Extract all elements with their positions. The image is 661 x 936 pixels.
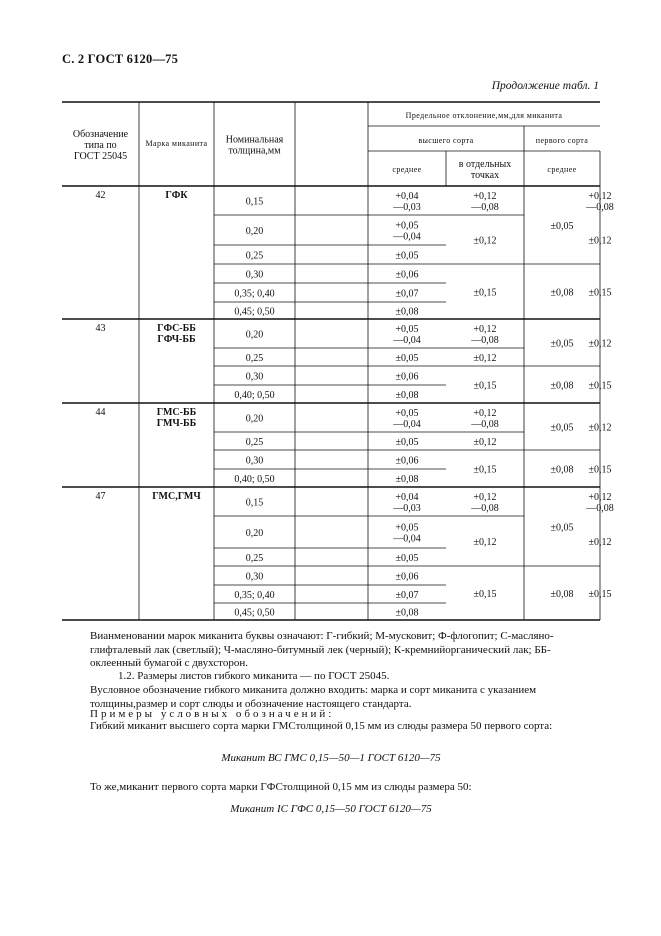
high-grade-points: ±0,12 bbox=[473, 537, 497, 548]
high-grade-avg: —0,04 bbox=[393, 533, 421, 545]
examples-title: Примеры условных обозначений: bbox=[90, 708, 335, 720]
high-grade-avg: +0,04 bbox=[395, 492, 419, 503]
header-type: типа по bbox=[84, 140, 117, 151]
high-grade-avg: ±0,07 bbox=[395, 288, 419, 300]
first-grade-avg: ±0,08 bbox=[550, 589, 574, 600]
first-grade-points: ±0,12 bbox=[588, 422, 612, 434]
type-code: 42 bbox=[95, 190, 106, 201]
first-grade-avg: ±0,05 bbox=[550, 522, 574, 534]
high-grade-points: +0,12 bbox=[473, 191, 497, 202]
high-grade-avg: ±0,05 bbox=[395, 250, 419, 262]
header-thickness: толщина,мм bbox=[228, 145, 281, 157]
first-grade-points: ±0,12 bbox=[588, 537, 612, 548]
nominal-thickness: 0,35; 0,40 bbox=[234, 590, 275, 601]
first-grade-avg: ±0,08 bbox=[550, 380, 574, 392]
high-grade-avg: ±0,05 bbox=[395, 437, 419, 448]
page-header: С. 2 ГОСТ 6120—75 bbox=[62, 52, 179, 66]
first-grade-points: ±0,15 bbox=[588, 589, 612, 600]
nominal-thickness: 0,30 bbox=[245, 455, 264, 467]
high-grade-points: ±0,12 bbox=[473, 235, 497, 247]
high-grade-avg: —0,03 bbox=[393, 503, 421, 514]
nominal-thickness: 0,20 bbox=[245, 329, 264, 341]
header-high-points: в отдельных bbox=[458, 159, 512, 170]
high-grade-points: —0,08 bbox=[471, 202, 499, 213]
example-1: Гибкий миканит высшего сорта марки ГМСтолщиной 0,15 мм из слюды размера 50 первого сорта: bbox=[90, 720, 553, 732]
high-grade-avg: ±0,07 bbox=[395, 590, 419, 601]
high-grade-avg: +0,05 bbox=[395, 324, 419, 335]
example-1-formula: Миканит ВС ГМС 0,15—50—1 ГОСТ 6120—75 bbox=[221, 752, 441, 764]
type-code: 47 bbox=[95, 491, 106, 502]
high-grade-avg: —0,03 bbox=[393, 202, 421, 213]
high-grade-avg: ±0,08 bbox=[395, 306, 419, 318]
high-grade-avg: ±0,06 bbox=[395, 571, 419, 583]
first-grade-points: +0,12 bbox=[588, 191, 612, 202]
first-grade-points: ±0,15 bbox=[588, 287, 612, 299]
high-grade-points: ±0,15 bbox=[473, 287, 497, 299]
nominal-thickness: 0,25 bbox=[245, 353, 264, 364]
type-code: 43 bbox=[95, 323, 106, 334]
high-grade-avg: ±0,06 bbox=[395, 269, 419, 281]
first-grade-points: +0,12 bbox=[588, 492, 612, 503]
mica-mark: ГФС-ББ bbox=[157, 323, 196, 334]
first-grade-points: ±0,15 bbox=[588, 380, 612, 392]
high-grade-points: —0,08 bbox=[471, 419, 499, 430]
mica-mark: ГМС,ГМЧ bbox=[152, 491, 201, 502]
first-grade-points: ±0,15 bbox=[588, 464, 612, 476]
high-grade-points: ±0,12 bbox=[473, 437, 497, 448]
high-grade-points: —0,08 bbox=[471, 335, 499, 346]
nominal-thickness: 0,25 bbox=[245, 437, 264, 448]
nominal-thickness: 0,15 bbox=[245, 497, 264, 509]
header-high-avg: среднее bbox=[392, 165, 422, 174]
nominal-thickness: 0,30 bbox=[245, 371, 264, 383]
nominal-thickness: 0,30 bbox=[245, 269, 264, 281]
high-grade-points: ±0,15 bbox=[473, 380, 497, 392]
nominal-thickness: 0,20 bbox=[245, 528, 264, 539]
table-continuation-label: Продолжение табл. 1 bbox=[491, 80, 599, 92]
designation-paragraph: Вусловное обозначение гибкого миканита должно входить: марка и сорт миканита с указанием толщины,размер и сорт слюды и обозначение настоящего стандарта. bbox=[90, 684, 537, 710]
first-grade-points: ±0,12 bbox=[588, 235, 612, 247]
header-grade-first: первого сорта bbox=[535, 136, 589, 145]
high-grade-avg: —0,04 bbox=[393, 419, 421, 430]
mica-mark: ГФК bbox=[165, 190, 188, 201]
nominal-thickness: 0,45; 0,50 bbox=[234, 607, 275, 619]
high-grade-points: —0,08 bbox=[471, 503, 499, 514]
high-grade-avg: —0,04 bbox=[393, 231, 421, 243]
header-thickness: Номинальная bbox=[225, 134, 284, 146]
first-grade-points: —0,08 bbox=[586, 503, 614, 514]
mica-mark: ГФЧ-ББ bbox=[157, 334, 196, 345]
high-grade-avg: +0,05 bbox=[395, 408, 419, 419]
high-grade-avg: ±0,08 bbox=[395, 607, 419, 619]
nominal-thickness: 0,30 bbox=[245, 571, 264, 583]
high-grade-points: +0,12 bbox=[473, 492, 497, 503]
header-grade-high: высшего сорта bbox=[418, 136, 474, 145]
example-2-formula: Миканит IC ГФС 0,15—50 ГОСТ 6120—75 bbox=[230, 803, 432, 815]
nominal-thickness: 0,25 bbox=[245, 250, 264, 262]
header-type: Обозначение bbox=[72, 129, 129, 140]
clause-1-2: 1.2. Размеры листов гибкого миканита — по ГОСТ 25045. bbox=[118, 670, 390, 682]
nominal-thickness: 0,20 bbox=[245, 226, 264, 237]
high-grade-avg: ±0,05 bbox=[395, 353, 419, 364]
nominal-thickness: 0,40; 0,50 bbox=[234, 390, 275, 401]
high-grade-avg: +0,04 bbox=[395, 191, 419, 202]
header-high-points: точках bbox=[470, 170, 500, 181]
mica-mark: ГМЧ-ББ bbox=[156, 418, 197, 429]
header-first-avg: среднее bbox=[547, 165, 577, 174]
high-grade-avg: +0,05 bbox=[395, 522, 419, 534]
header-type: ГОСТ 25045 bbox=[73, 151, 128, 162]
notes-text: Вианменовании марок миканита буквы означают: Г-гибкий; М-мусковит; Ф-флогопит; С-масляно-глифталевый лак (светлый); Ч-масляно-битумный лек (черный); К-кремнийорганический лак; ББ-оклеенный бумагой с двухсторон. bbox=[90, 630, 554, 669]
high-grade-avg: —0,04 bbox=[393, 335, 421, 346]
high-grade-avg: ±0,08 bbox=[395, 474, 419, 485]
header-mark: Марка миканита bbox=[145, 139, 208, 148]
high-grade-avg: ±0,06 bbox=[395, 371, 419, 383]
mica-mark: ГМС-ББ bbox=[156, 407, 197, 418]
high-grade-points: ±0,15 bbox=[473, 589, 497, 600]
high-grade-avg: ±0,05 bbox=[395, 553, 419, 564]
first-grade-avg: ±0,08 bbox=[550, 287, 574, 299]
nominal-thickness: 0,40; 0,50 bbox=[234, 474, 275, 485]
high-grade-points: ±0,15 bbox=[473, 464, 497, 476]
high-grade-points: ±0,12 bbox=[473, 353, 497, 364]
nominal-thickness: 0,45; 0,50 bbox=[234, 306, 275, 318]
high-grade-avg: +0,05 bbox=[395, 220, 419, 232]
high-grade-avg: ±0,06 bbox=[395, 455, 419, 467]
nominal-thickness: 0,15 bbox=[245, 196, 264, 208]
first-grade-avg: ±0,05 bbox=[550, 221, 574, 232]
first-grade-avg: ±0,05 bbox=[550, 422, 574, 434]
high-grade-points: +0,12 bbox=[473, 324, 497, 335]
nominal-thickness: 0,20 bbox=[245, 413, 264, 425]
nominal-thickness: 0,25 bbox=[245, 553, 264, 564]
first-grade-avg: ±0,05 bbox=[550, 338, 574, 350]
header-deviation: Предельное отклонение,мм,для миканита bbox=[405, 111, 563, 120]
first-grade-points: —0,08 bbox=[586, 202, 614, 213]
example-2: То же,миканит первого сорта марки ГФСтолщиной 0,15 мм из слюды размера 50: bbox=[90, 781, 472, 793]
notes-paragraph bbox=[90, 630, 600, 671]
type-code: 44 bbox=[95, 407, 106, 418]
nominal-thickness: 0,35; 0,40 bbox=[234, 288, 275, 300]
high-grade-points: +0,12 bbox=[473, 408, 497, 419]
first-grade-points: ±0,12 bbox=[588, 338, 612, 350]
high-grade-avg: ±0,08 bbox=[395, 390, 419, 401]
first-grade-avg: ±0,08 bbox=[550, 464, 574, 476]
tolerance-table bbox=[62, 102, 614, 620]
